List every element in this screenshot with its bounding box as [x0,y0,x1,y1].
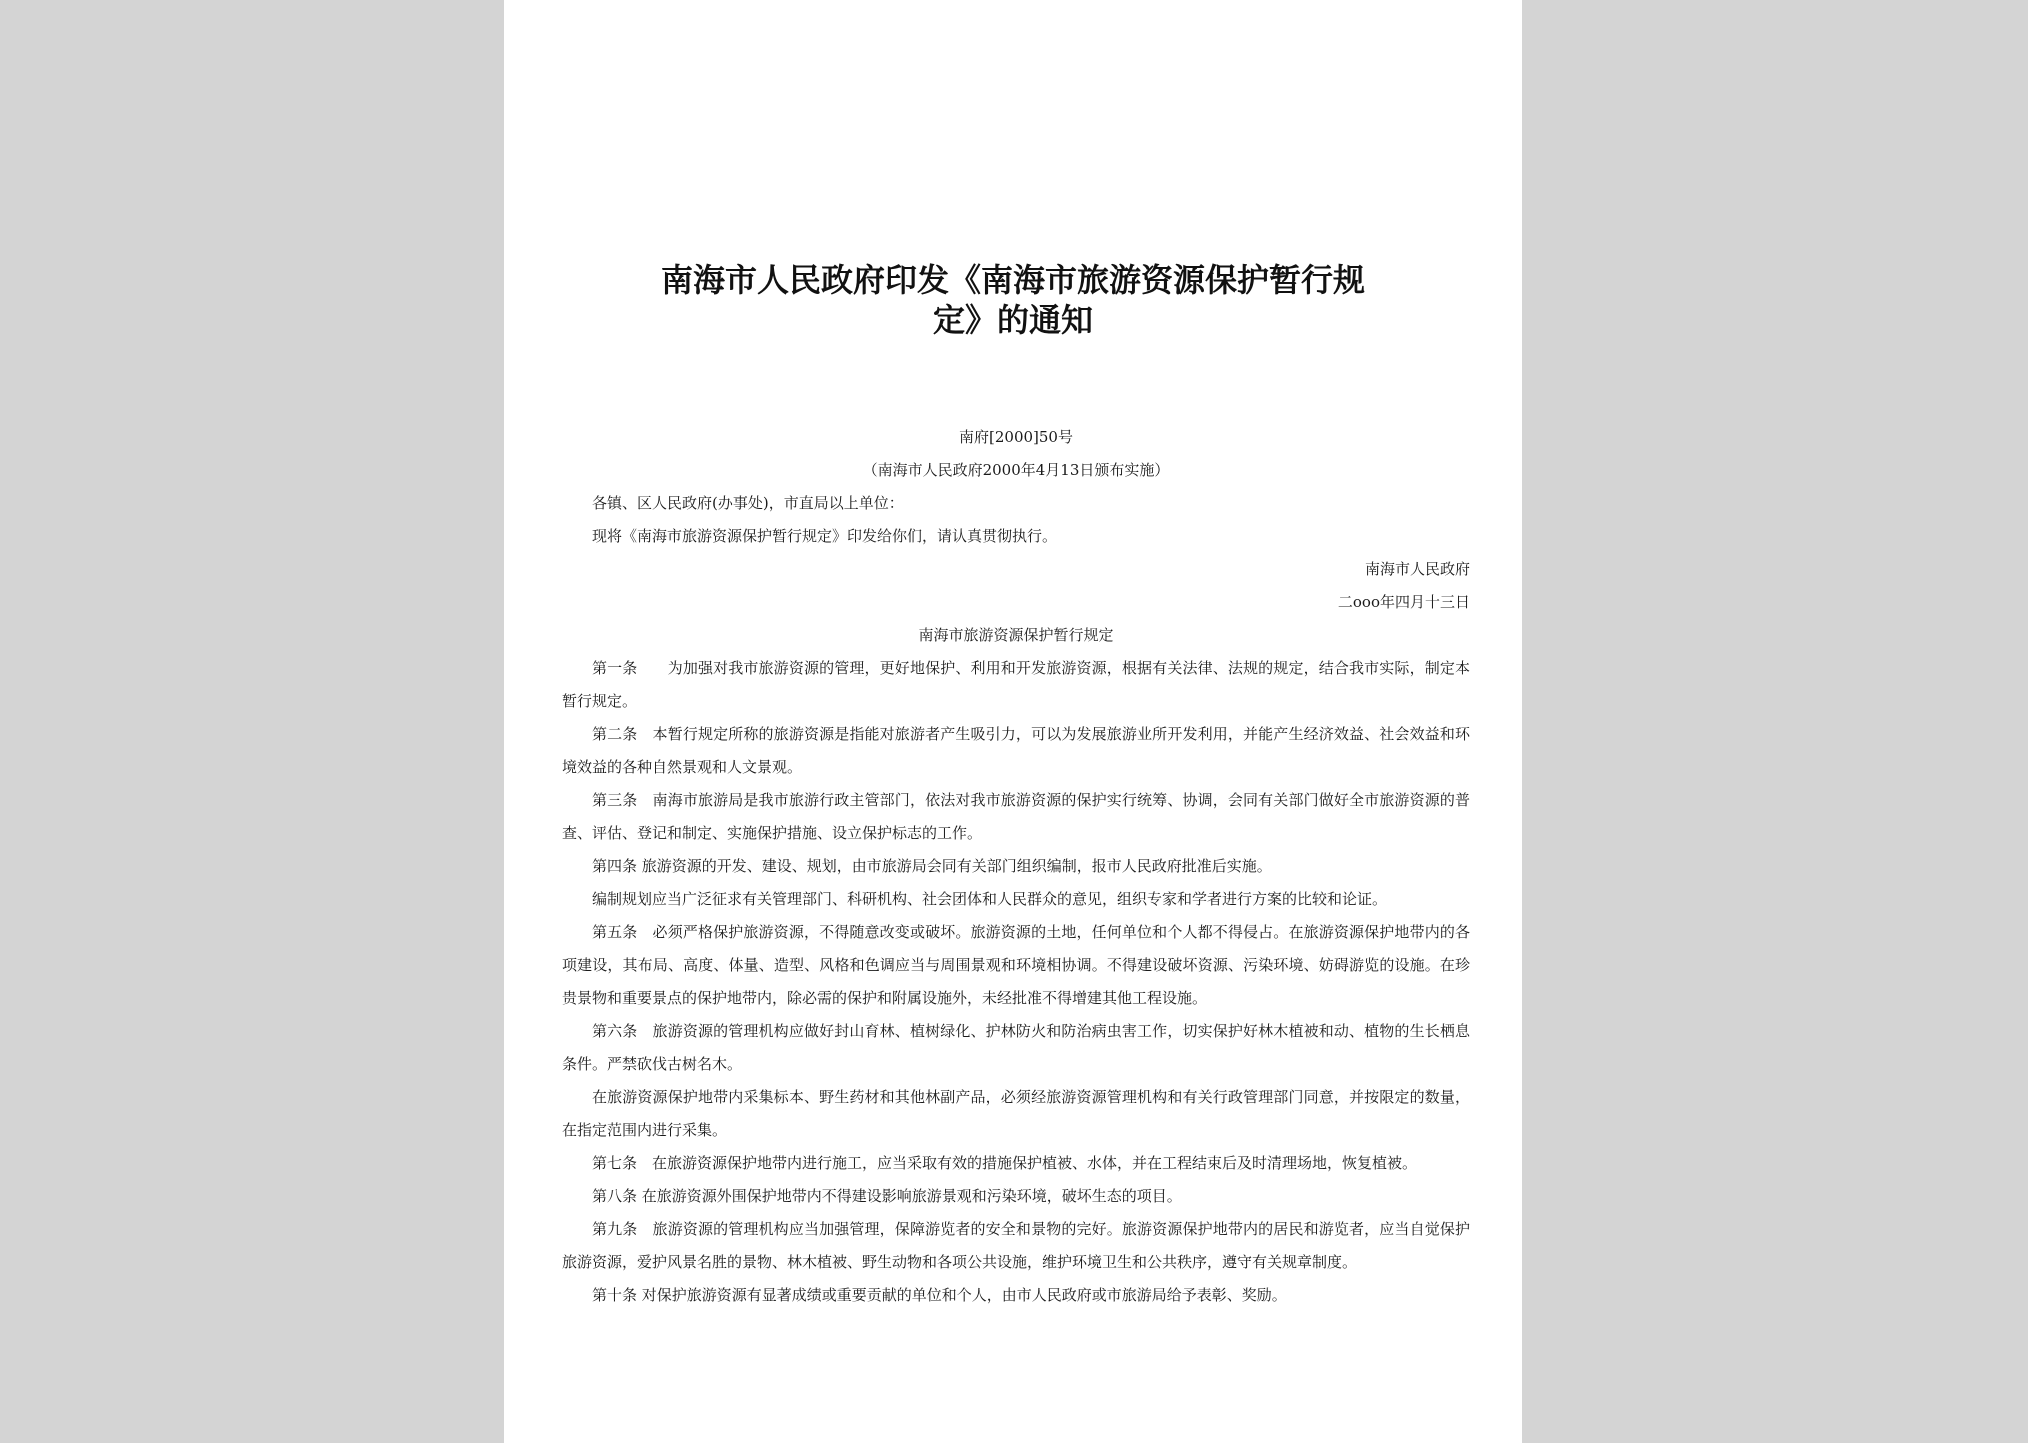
article-2: 第二条 本暂行规定所称的旅游资源是指能对旅游者产生吸引力，可以为发展旅游业所开发利用，并能产生经济效益、社会效益和环境效益的各种自然景观和人文景观。 [562,725,1470,776]
intro-paragraph: 现将《南海市旅游资源保护暂行规定》印发给你们，请认真贯彻执行。 [592,527,1058,545]
article-7: 第七条 在旅游资源保护地带内进行施工，应当采取有效的措施保护植被、水体，并在工程结束后及时清理场地，恢复植被。 [592,1154,1418,1172]
doc-number: 南府[2000]50号 [959,428,1073,446]
article-6-continued: 在旅游资源保护地带内采集标本、野生药材和其他林副产品，必须经旅游资源管理机构和有关行政管理部门同意，并按限定的数量，在指定范围内进行采集。 [562,1088,1470,1139]
article-8: 第八条 在旅游资源外围保护地带内不得建设影响旅游景观和污染环境，破坏生态的项目。 [592,1187,1182,1205]
article-3: 第三条 南海市旅游局是我市旅游行政主管部门，依法对我市旅游资源的保护实行统筹、协调，会同有关部门做好全市旅游资源的普查、评估、登记和制定、实施保护措施、设立保护标志的工作。 [562,791,1470,842]
issue-date: 二ooo年四月十三日 [1337,593,1470,611]
article-9: 第九条 旅游资源的管理机构应当加强管理，保障游览者的安全和景物的完好。旅游资源保护地带内的居民和游览者，应当自觉保护旅游资源，爱护风景名胜的景物、林木植被、野生动物和各项公共设施，维护环境卫生和公共秩序，遵守有关规章制度。 [562,1220,1470,1271]
document-title [554,260,1472,340]
regulation-title: 南海市旅游资源保护暂行规定 [918,626,1114,644]
article-1: 第一条 为加强对我市旅游资源的管理，更好地保护、利用和开发旅游资源，根据有关法律、法规的规定，结合我市实际，制定本暂行规定。 [562,659,1470,710]
article-10: 第十条 对保护旅游资源有显著成绩或重要贡献的单位和个人，由市人民政府或市旅游局给予表彰、奖励。 [592,1286,1287,1304]
title-line-2: 定》的通知 [932,301,1093,339]
article-6: 第六条 旅游资源的管理机构应做好封山育林、植树绿化、护林防火和防治病虫害工作，切实保护好林木植被和动、植物的生长栖息条件。严禁砍伐古树名木。 [562,1022,1470,1073]
document-body [562,421,1470,1312]
article-5: 第五条 必须严格保护旅游资源，不得随意改变或破坏。旅游资源的土地，任何单位和个人都不得侵占。在旅游资源保护地带内的各项建设，其布局、高度、体量、造型、风格和色调应当与周围景观和环境相协调。不得建设破坏资源、污染环境、妨碍游览的设施。在珍贵景物和重要景点的保护地带内，除必需的保护和附属设施外，未经批准不得增建其他工程设施。 [562,923,1470,1007]
issuer-signature: 南海市人民政府 [1364,560,1470,578]
issued-note: （南海市人民政府2000年4月13日颁布实施） [862,461,1170,479]
salutation: 各镇、区人民政府(办事处)，市直局以上单位： [592,494,904,512]
title-line-1: 南海市人民政府印发《南海市旅游资源保护暂行规 [660,261,1365,299]
document-page [504,0,1522,1443]
article-4: 第四条 旅游资源的开发、建设、规划，由市旅游局会同有关部门组织编制，报市人民政府批准后实施。 [592,857,1272,875]
article-4-continued: 编制规划应当广泛征求有关管理部门、科研机构、社会团体和人民群众的意见，组织专家和学者进行方案的比较和论证。 [592,890,1388,908]
